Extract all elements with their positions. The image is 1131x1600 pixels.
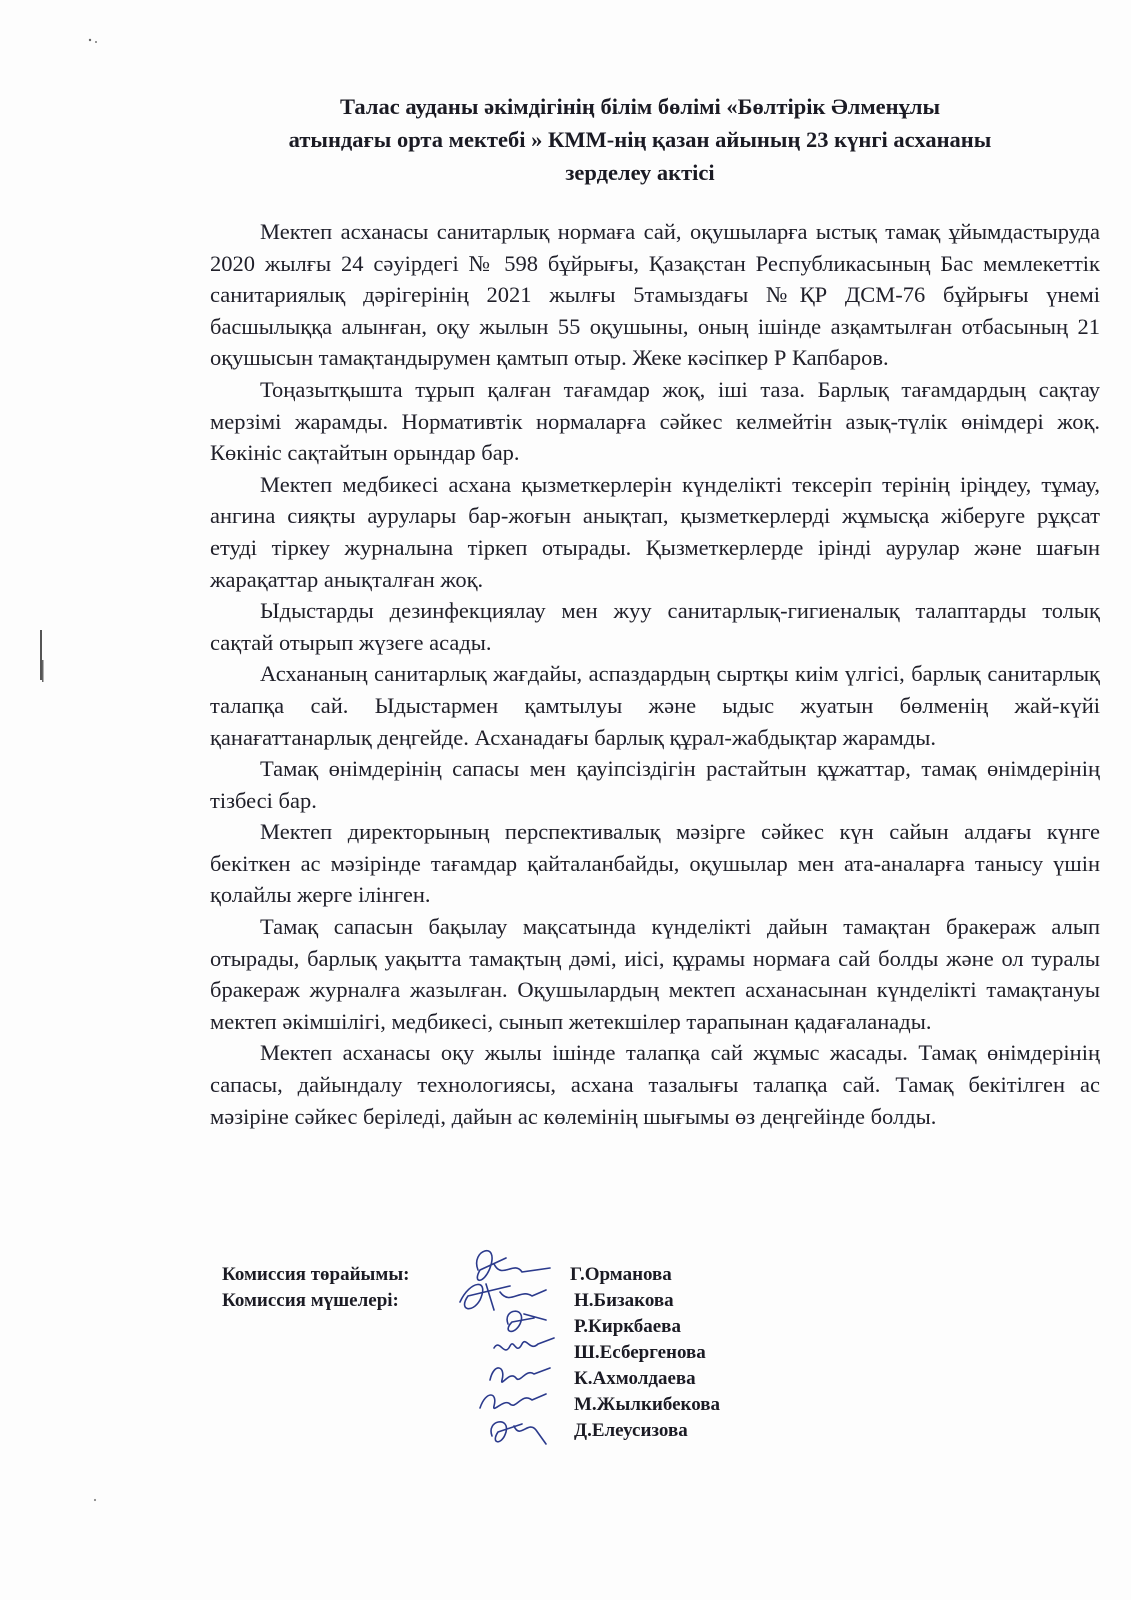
paragraph-7: Мектеп директорының перспективалық мәзірге сәйкес күн сайын алдағы күнге бекіткен ас мәзірінде тағамдар қайталанбайды, оқушылар мен ата-аналарға танысу үшін қолайлы жерге ілінген. [210,819,1100,908]
paragraph-1: Мектеп асханасы санитарлық нормаға сай, оқушыларға ыстық тамақ ұйымдастыруда 2020 жылғы 24 сәуірдегі № 598 бұйрығы, Қазақстан Республикасының Бас мемлекеттік санитариялық дәрігерінің 2021 жылғы 5тамыздағы №ҚР ДСМ-76 бұйрығы үнемі басшылыққа алынған, оқу жылын 55 оқушыны, оның ішінде азқамтылған отбасының 21 оқушысын тамақтандырумен қамтып отыр. Жеке кәсіпкер Р Капбаров. [210,219,1100,371]
signature-stroke [507,1311,546,1331]
title-line-3: зерделеу актісі [565,160,715,185]
paragraph-8: Тамақ сапасын бақылау мақсатында күнделікті дайын тамақтан бракераж алып отырады, барлық уақытта тамақтың дәмі, иісі, құрамы нормаға сай болды және ол туралы бракераж журналға жазылған. Оқушылардың мектеп асханасынан күнделікті тамақтануы мектеп әкімшілігі, медбикесі, сынып жетекшілер тарапынан қадағаланады. [210,914,1100,1034]
commission-name: Д.Елеусизова [574,1420,688,1441]
document-body [210,216,1100,1132]
commission-name: Н.Бизакова [574,1290,674,1311]
scan-edge-mark [40,630,42,680]
scan-edge-mark [42,660,44,682]
speck [94,1499,96,1501]
paragraph-3: Мектеп медбикесі асхана қызметкерлерін күнделікті тексеріп терінің іріңдеу, тұмау, ангина сияқты аурулары бар-жоғын анықтап, қызметкерлерді жұмысқа жіберуге рұқсат етуді тіркеу журналына тіркеп отырады. Қызметкерлерде ірінді аурулар және шағын жарақаттар анықталған жоқ. [210,471,1100,592]
commission-name: Г.Орманова [570,1264,672,1285]
paragraph-4: Ыдыстарды дезинфекциялау мен жуу санитарлық-гигиеналық талаптарды толық сақтай отырып жүзеге асады. [210,598,1100,655]
paragraph-6: Тамақ өнімдерінің сапасы мен қауіпсіздігін растайтын құжаттар, тамақ өнімдерінің тізбесі бар. [210,756,1100,813]
signature-stroke [490,1368,550,1382]
commission-name: Р.Киркбаева [574,1316,681,1337]
signature-stroke [480,1394,546,1408]
speck [89,39,91,41]
paragraph-5: Асхананың санитарлық жағдайы, аспаздардың сыртқы киім үлгісі, барлық санитарлық талапқа сай. Ыдыстармен қамтылуы және ыдыс жуатын бөлменің жай-күйі қанағаттанарлық деңгейде. Асханадағы барлық құрал-жабдықтар жарамды. [210,661,1100,750]
commission-members-label: Комиссия мүшелері: [222,1290,399,1311]
title-line-2: атындағы орта мектебі » КММ-нің қазан айының 23 күнгі асхананы [288,127,992,152]
commission-name: Ш.Есбергенова [574,1342,706,1363]
speck [95,41,97,43]
signature-stroke [491,1422,546,1444]
document-title [200,90,1080,189]
title-line-1: Талас ауданы әкімдігінің білім бөлімі «Бөлтірік Әлменұлы [339,94,941,119]
commission-name: К.Ахмолдаева [574,1368,696,1389]
signature-stroke [477,1251,550,1281]
commission-name: М.Жылкибекова [574,1394,721,1415]
signature-stroke [460,1284,546,1310]
paragraph-9: Мектеп асханасы оқу жылы ішінде талапқа сай жұмыс жасады. Тамақ өнімдерінің сапасы, дайындалу технологиясы, асхана тазалығы талапқа сай. Тамақ бекітілген ас мәзіріне сәйкес беріледі, дайын ас көлемінің шығымы өз деңгейінде болды. [210,1040,1100,1129]
handwritten-signature-icon [450,1240,610,1470]
paragraph-2: Тоңазытқышта тұрып қалған тағамдар жоқ, іші таза. Барлық тағамдардың сақтау мерзімі жарамды. Нормативтік нормаларға сәйкес келмейтін азық-түлік өнімдері жоқ. Көкініс сақтайтын орындар бар. [210,376,1100,466]
commission-chair-label: Комиссия төрайымы: [222,1264,410,1285]
signature-stroke [494,1338,554,1350]
